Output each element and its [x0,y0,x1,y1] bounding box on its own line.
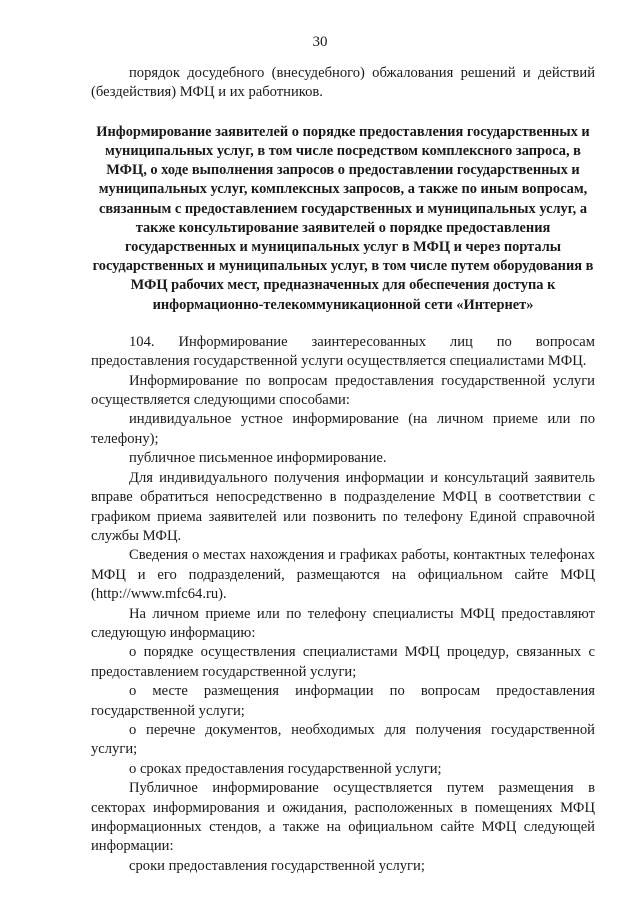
list-item: о порядке осуществления специалистами МФЦ процедур, связанных с предоставлением государственной услуги; [91,644,595,680]
list-item: публичное письменное информирование. [129,450,387,467]
document-body [91,64,595,876]
paragraph: Сведения о местах нахождения и графиках работы, контактных телефонах МФЦ и его подразделений, размещаются на официальном сайте МФЦ (http://www.mfc64.ru). [91,547,595,603]
page-number: 30 [312,34,328,50]
list-item: сроки предоставления государственной услуги; [129,857,425,874]
list-item: о месте размещения информации по вопросам предоставления государственной услуги; [91,683,595,719]
paragraph: Публичное информирование осуществляется путем размещения в секторах информирования и ожидания, расположенных в помещениях МФЦ информационных стендов, а также на официальном сайте МФЦ следующей информации: [91,780,595,855]
paragraph: Для индивидуального получения информации и консультаций заявитель вправе обратиться непосредственно в подразделение МФЦ в соответствии с графиком приема заявителей или позвонить по телефону Единой справочной службы МФЦ. [91,469,595,544]
section-heading: Информирование заявителей о порядке предоставления государственных и муниципальных услуг, в том числе посредством комплексного запроса, в МФЦ, о ходе выполнения запросов о предоставлении государственных и муниципальных услуг, комплексных запросов, а также по иным вопросам, связанным с предоставлением государственных и муниципальных услуг, а также консультирование заявителей о порядке предоставления государственных и муниципальных услуг в МФЦ и через порталы государственных и муниципальных услуг, в том числе путем оборудования в МФЦ рабочих мест, предназначенных для обеспечения доступа к информационно-телекоммуникационной сети «Интернет» [92,123,594,313]
intro-paragraph: порядок досудебного (внесудебного) обжалования решений и действий (бездействия) МФЦ и их работников. [91,65,595,101]
list-item: индивидуальное устное информирование (на личном приеме или по телефону); [91,411,595,447]
list-item: о перечне документов, необходимых для получения государственной услуги; [91,721,595,758]
paragraph: Информирование по вопросам предоставления государственной услуги осуществляется следующими способами: [91,372,595,409]
paragraph-104: 104. Информирование заинтересованных лиц по вопросам предоставления государственной услуги осуществляется специалистами МФЦ. [91,333,595,370]
list-item: о сроках предоставления государственной услуги; [129,760,442,777]
paragraph: На личном приеме или по телефону специалисты МФЦ предоставляют следующую информацию: [91,605,595,641]
